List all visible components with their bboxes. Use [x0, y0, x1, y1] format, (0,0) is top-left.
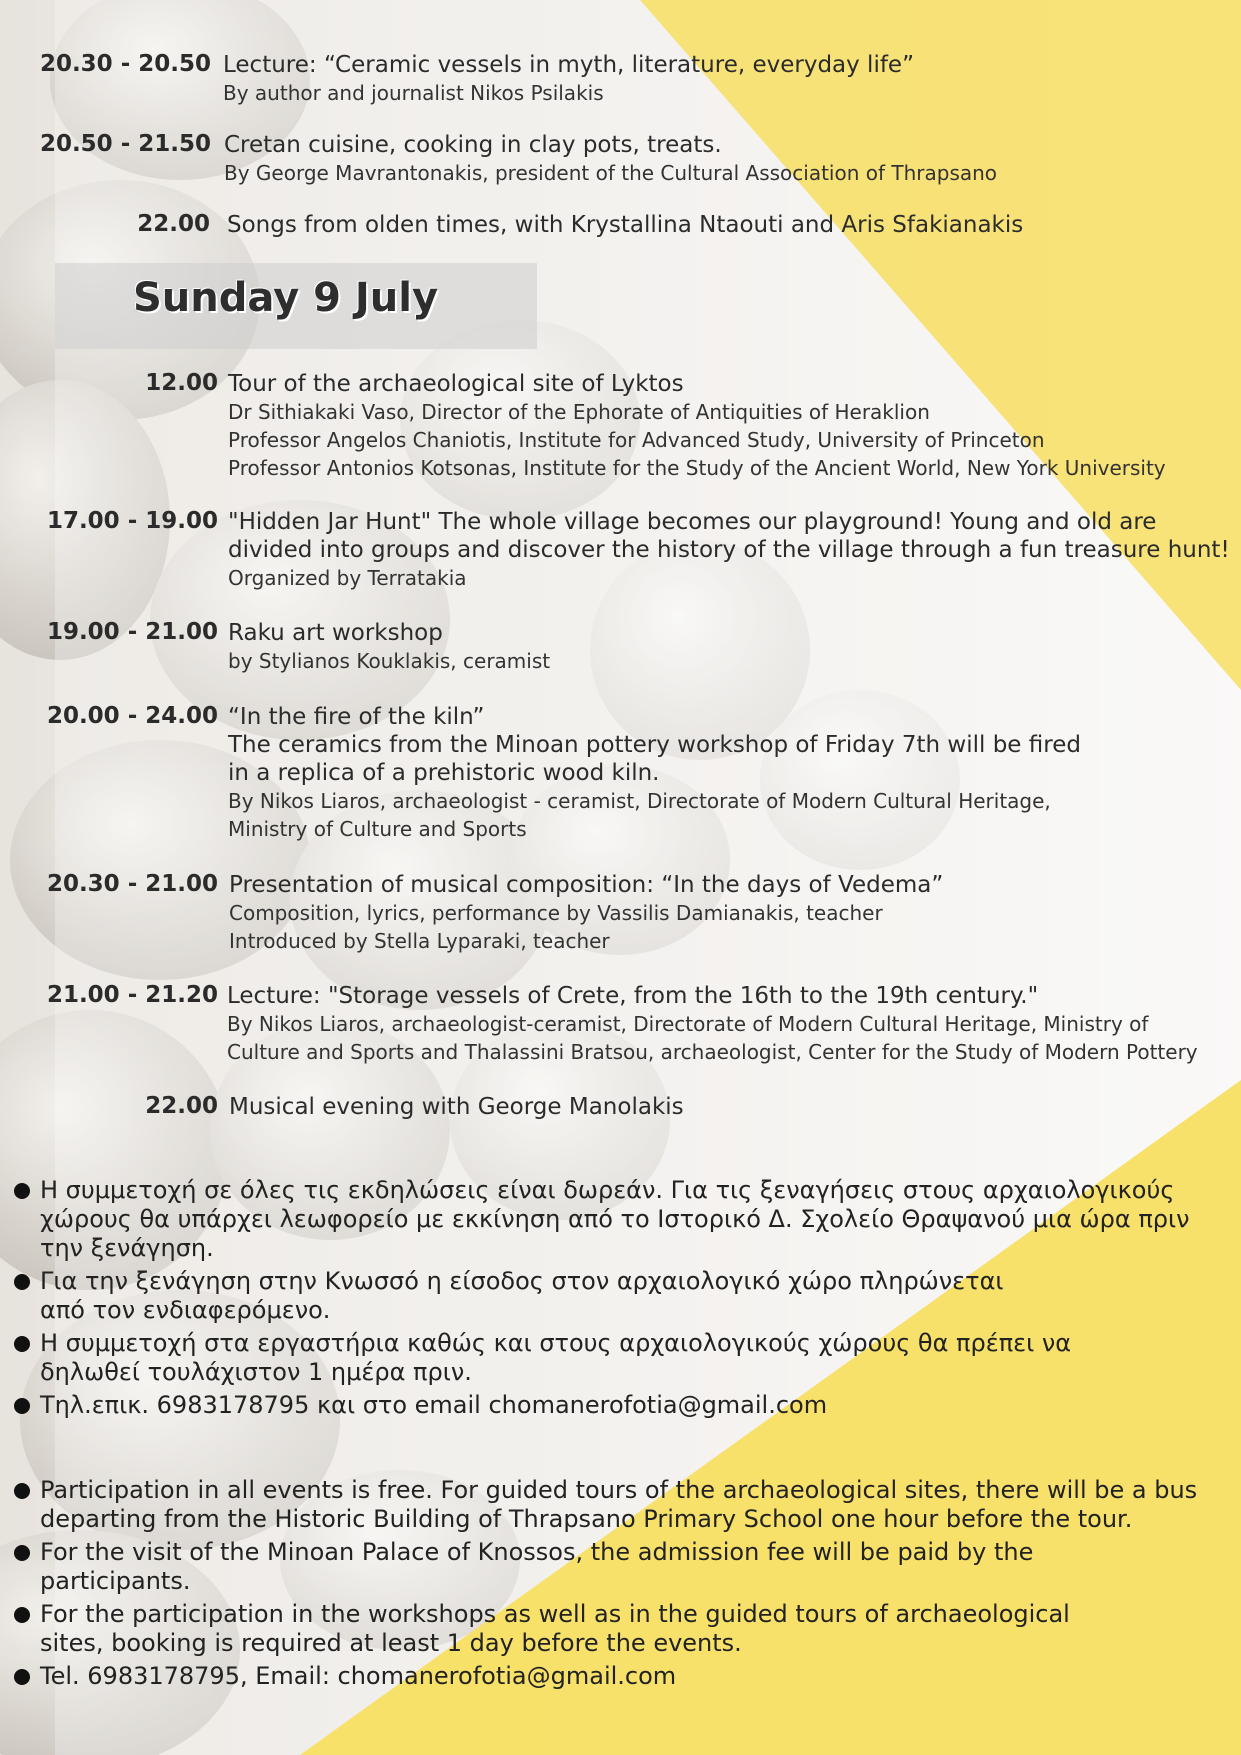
- event-detail: By Nikos Liaros, archaeologist - ceramist, Directorate of Modern Cultural Heritage,: [228, 789, 1051, 813]
- event-time: 20.30 - 21.00: [46, 871, 218, 897]
- event-time: 20.50 - 21.50: [39, 131, 211, 157]
- note-item: [10, 1329, 1235, 1387]
- bullet-icon: [14, 1669, 30, 1685]
- note-item: [10, 1600, 1235, 1658]
- bullet-icon: [14, 1545, 30, 1561]
- event-detail: Composition, lyrics, performance by Vassilis Damianakis, teacher: [229, 901, 883, 925]
- event-title: Presentation of musical composition: “In the days of Vedema”: [229, 872, 944, 898]
- note-item: [10, 1391, 1235, 1420]
- note-text: Για την ξενάγηση στην Κνωσσό η είσοδος στον αρχαιολογικό χώρο πληρώνεται από τον ενδιαφερόμενο.: [40, 1267, 1004, 1324]
- event-time: 22.00: [145, 1093, 218, 1119]
- event-detail: By author and journalist Nikos Psilakis: [223, 81, 604, 105]
- note-item: [10, 1176, 1235, 1263]
- event-time: 20.00 - 24.00: [46, 703, 218, 729]
- event-time: 19.00 - 21.00: [46, 619, 218, 645]
- note-text: Η συμμετοχή στα εργαστήρια καθώς και στους αρχαιολογικούς χώρους θα πρέπει να δηλωθεί τουλάχιστον 1 ημέρα πριν.: [40, 1329, 1072, 1386]
- bullet-icon: [14, 1336, 30, 1352]
- bullet-icon: [14, 1483, 30, 1499]
- event-title-line: divided into groups and discover the history of the village through a fun treasure hunt!: [228, 537, 1230, 563]
- event-detail: Professor Antonios Kotsonas, Institute for the Study of the Ancient World, New York University: [228, 456, 1166, 480]
- event-title: Musical evening with George Manolakis: [229, 1094, 684, 1120]
- event-time: 22.00: [137, 211, 210, 237]
- event-title-line: in a replica of a prehistoric wood kiln.: [228, 760, 660, 786]
- event-time: 20.30 - 20.50: [39, 51, 211, 77]
- bullet-icon: [14, 1607, 30, 1623]
- event-title-line: The ceramics from the Minoan pottery workshop of Friday 7th will be fired: [228, 732, 1081, 758]
- note-text: For the visit of the Minoan Palace of Knossos, the admission fee will be paid by the participants.: [40, 1538, 1034, 1595]
- event-title: Lecture: "Storage vessels of Crete, from the 16th to the 19th century.": [227, 983, 1039, 1009]
- bullet-icon: [14, 1398, 30, 1414]
- note-item: [10, 1662, 1235, 1691]
- event-detail: Professor Angelos Chaniotis, Institute for Advanced Study, University of Princeton: [228, 428, 1045, 452]
- event-title: Raku art workshop: [228, 620, 443, 646]
- note-item: [10, 1267, 1235, 1325]
- event-detail: Organized by Terratakia: [228, 566, 467, 590]
- event-detail: Ministry of Culture and Sports: [228, 817, 527, 841]
- note-text: Participation in all events is free. For guided tours of the archaeological sites, there will be a bus departing from the Historic Building of Thrapsano Primary School one hour before the tour.: [40, 1476, 1198, 1533]
- event-time: 21.00 - 21.20: [46, 982, 218, 1008]
- event-title: Cretan cuisine, cooking in clay pots, treats.: [224, 132, 722, 158]
- note-text: Η συμμετοχή σε όλες τις εκδηλώσεις είναι δωρεάν. Για τις ξεναγήσεις στους αρχαιολογικούς χώρους θα υπάρχει λεωφορείο με εκκίνηση από το Ιστορικό Δ. Σχολείο Θραψανού μια ώρα πριν την ξενάγηση.: [40, 1176, 1190, 1262]
- event-time: 12.00: [145, 370, 218, 396]
- event-title: “In the fire of the kiln”: [228, 704, 485, 730]
- event-title: Songs from olden times, with Krystallina Ntaouti and Aris Sfakianakis: [227, 212, 1024, 238]
- event-detail: By Nikos Liaros, archaeologist-ceramist, Directorate of Modern Cultural Heritage, Ministry of: [227, 1012, 1149, 1036]
- notes-greek: [10, 1176, 1235, 1424]
- day-heading: Sunday 9 July: [133, 275, 439, 321]
- event-title: Tour of the archaeological site of Lyktos: [228, 371, 684, 397]
- note-text: For the participation in the workshops as well as in the guided tours of archaeological sites, booking is required at least 1 day before the events.: [40, 1600, 1070, 1657]
- note-text: Τηλ.επικ. 6983178795 και στο email chomanerofotia@gmail.com: [40, 1391, 828, 1419]
- bullet-icon: [14, 1183, 30, 1199]
- event-time: 17.00 - 19.00: [46, 508, 218, 534]
- note-item: [10, 1476, 1235, 1534]
- event-title: "Hidden Jar Hunt" The whole village becomes our playground! Young and old are: [228, 509, 1157, 535]
- note-item: [10, 1538, 1235, 1596]
- event-detail: Dr Sithiakaki Vaso, Director of the Ephorate of Antiquities of Heraklion: [228, 400, 930, 424]
- event-detail: Culture and Sports and Thalassini Bratsou, archaeologist, Center for the Study of Modern Pottery: [227, 1040, 1198, 1064]
- event-detail: By George Mavrantonakis, president of the Cultural Association of Thrapsano: [224, 161, 998, 185]
- bullet-icon: [14, 1274, 30, 1290]
- event-detail: Introduced by Stella Lyparaki, teacher: [229, 929, 610, 953]
- note-text: Tel. 6983178795, Email: chomanerofotia@gmail.com: [40, 1662, 677, 1690]
- event-title: Lecture: “Ceramic vessels in myth, literature, everyday life”: [223, 52, 914, 78]
- notes-english: [10, 1476, 1235, 1695]
- event-detail: by Stylianos Kouklakis, ceramist: [228, 649, 551, 673]
